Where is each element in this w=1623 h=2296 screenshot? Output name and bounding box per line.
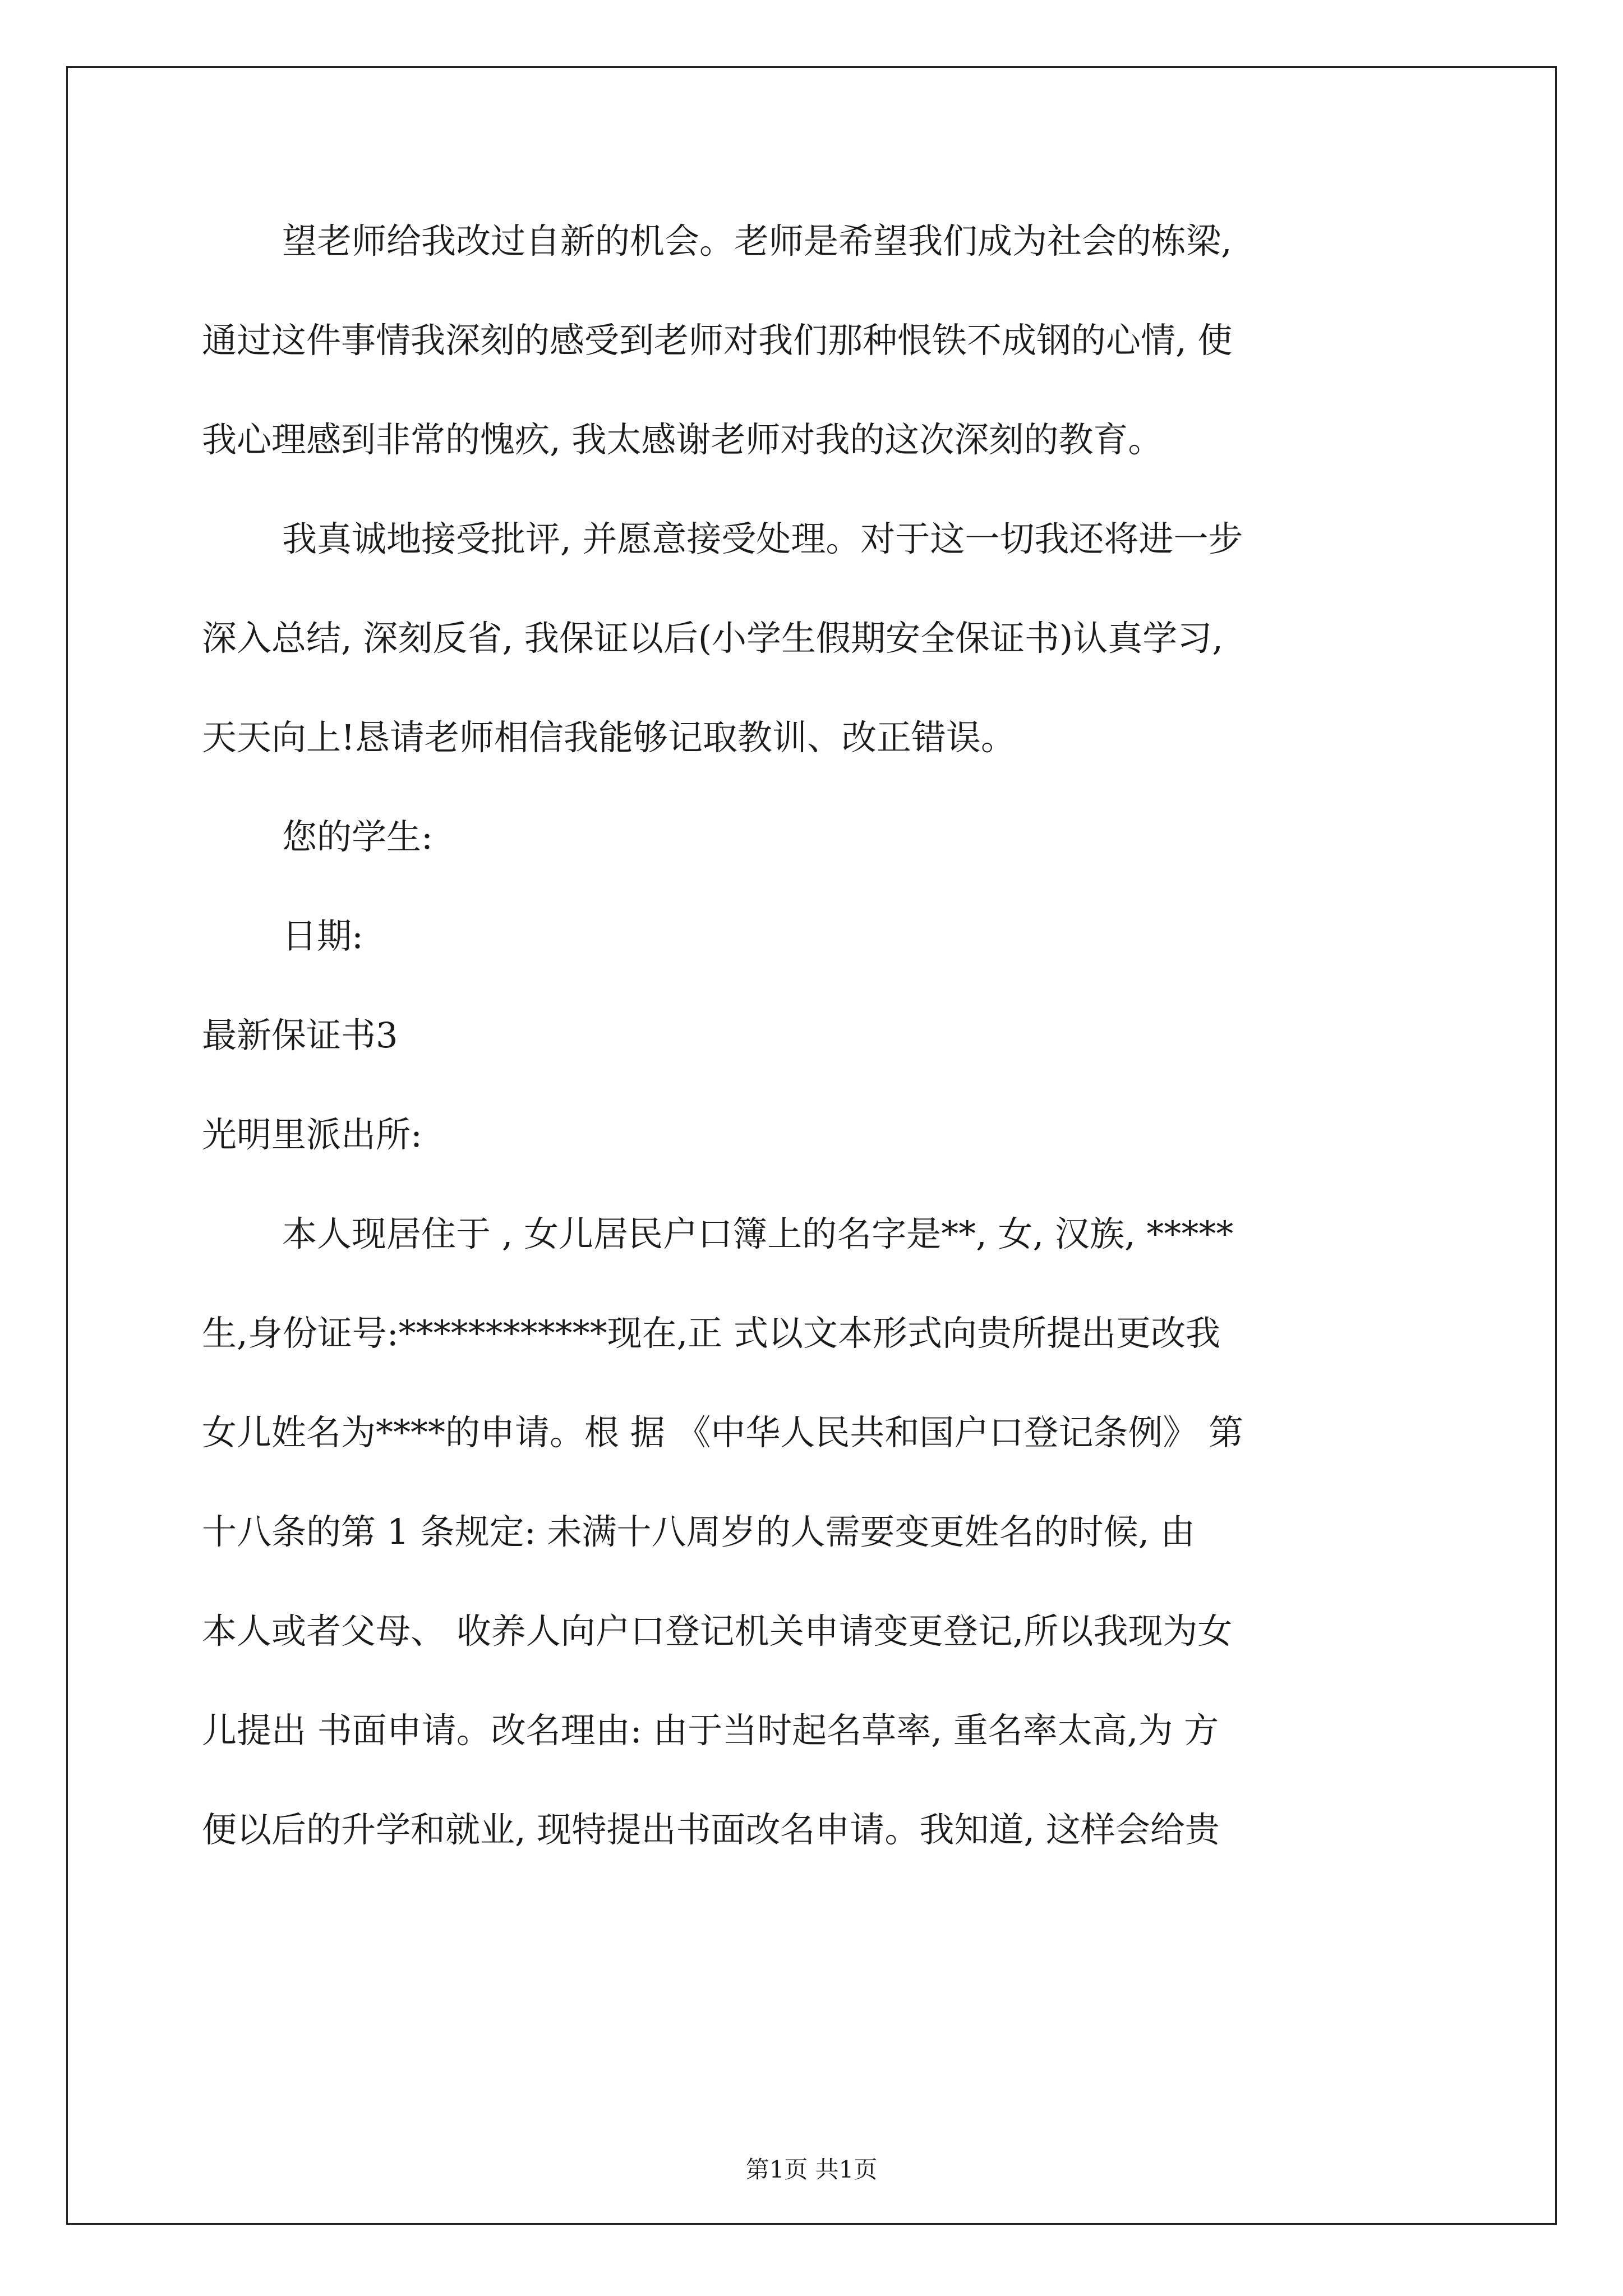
text-line: 深入总结, 深刻反省, 我保证以后(小学生假期安全保证书)认真学习, <box>202 618 1223 659</box>
text-line: 女儿姓名为****的申请。根 据 《中华人民共和国户口登记条例》 第 <box>202 1412 1244 1453</box>
text-line: 我心理感到非常的愧疚, 我太感谢老师对我的这次深刻的教育。 <box>202 419 1163 460</box>
text-line: 望老师给我改过自新的机会。老师是希望我们成为社会的栋梁, <box>282 220 1232 261</box>
text-line: 十八条的第 1 条规定: 未满十八周岁的人需要变更姓名的时候, 由 <box>202 1511 1195 1552</box>
text-line: 儿提出 书面申请。改名理由: 由于当时起名草率, 重名率太高,为 方 <box>202 1710 1219 1751</box>
text-line: 天天向上!恳请老师相信我能够记取教训、改正错误。 <box>202 717 1016 758</box>
date-label: 日期: <box>282 915 363 956</box>
text-line: 本人或者父母、 收养人向户口登记机关申请变更登记,所以我现为女 <box>202 1611 1233 1651</box>
text-line: 我真诚地接受批评, 并愿意接受处理。对于这一切我还将进一步 <box>282 518 1243 559</box>
section-heading: 最新保证书3 <box>202 1015 398 1056</box>
page-number: 第1页 共1页 <box>745 2156 878 2183</box>
text-line: 生,身份证号:************现在,正 式以文本形式向贵所提出更改我 <box>202 1313 1221 1354</box>
addressee: 光明里派出所: <box>202 1114 422 1155</box>
text-line: 本人现居住于 , 女儿居民户口簿上的名字是**, 女, 汉族, ***** <box>282 1213 1234 1254</box>
text-line: 便以后的升学和就业, 现特提出书面改名申请。我知道, 这样会给贵 <box>202 1809 1220 1850</box>
text-line: 通过这件事情我深刻的感受到老师对我们那种恨铁不成钢的心情, 使 <box>202 320 1233 361</box>
signature-label: 您的学生: <box>282 816 433 857</box>
